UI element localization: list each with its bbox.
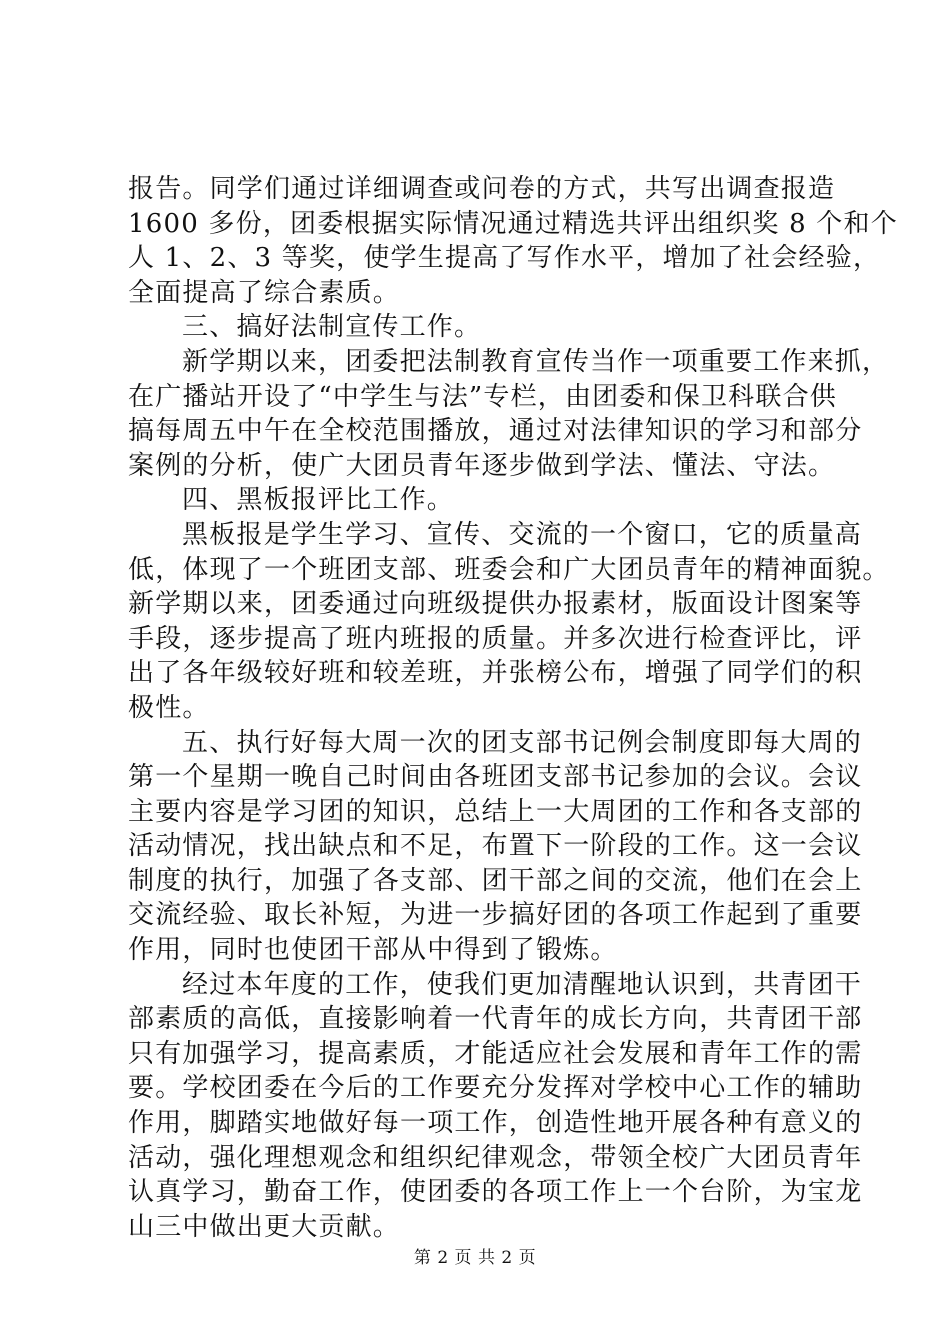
text-line: 低，体现了一个班团支部、班委会和广大团员青年的精神面貌。 bbox=[128, 554, 890, 585]
text-line: 山三中做出更大贡献。 bbox=[128, 1211, 401, 1242]
text-line: 只有加强学习，提高素质，才能适应社会发展和青年工作的需 bbox=[128, 1038, 863, 1069]
text-line: 第一个星期一晚自己时间由各班团支部书记参加的会议。会议 bbox=[128, 762, 863, 793]
text-line: 报告。同学们通过详细调查或问卷的方式，共写出调查报造 bbox=[128, 174, 836, 204]
text-line: 交流经验、取长补短，为进一步搞好团的各项工作起到了重要 bbox=[128, 900, 863, 931]
text-line: 新学期以来，团委把法制教育宣传当作一项重要工作来抓， bbox=[182, 346, 890, 377]
text-line: 黑板报是学生学习、宣传、交流的一个窗口，它的质量高 bbox=[182, 519, 863, 550]
section-heading: 五、执行好每大周一次的团支部书记例会制度即每大周的 bbox=[182, 727, 863, 758]
text-line: 极性。 bbox=[128, 692, 210, 723]
text-line: 作用，脚踏实地做好每一项工作，创造性地开展各种有意义的 bbox=[128, 1108, 863, 1139]
text-line: 出了各年级较好班和较差班，并张榜公布，增强了同学们的积 bbox=[128, 658, 863, 689]
text-line: 人 1、2、3 等奖，使学生提高了写作水平，增加了社会经验， bbox=[128, 243, 881, 274]
text-line: 全面提高了综合素质。 bbox=[128, 277, 401, 308]
text-line: 主要内容是学习团的知识，总结上一大周团的工作和各支部的 bbox=[128, 796, 863, 827]
text-line: 作用，同时也使团干部从中得到了锻炼。 bbox=[128, 935, 618, 966]
text-line: 新学期以来，团委通过向班级提供办报素材，版面设计图案等 bbox=[128, 589, 863, 620]
page-footer: 第 2 页 共 2 页 bbox=[413, 1248, 537, 1268]
text-line: 在广播站开设了“中学生与法”专栏，由团委和保卫科联合供 bbox=[128, 381, 837, 412]
text-line: 活动情况，找出缺点和不足，布置下一阶段的工作。这一会议 bbox=[128, 831, 863, 862]
text-line: 认真学习，勤奋工作，使团委的各项工作上一个台阶，为宝龙 bbox=[128, 1177, 863, 1208]
text-line: 搞每周五中午在全校范围播放，通过对法律知识的学习和部分 bbox=[128, 416, 863, 447]
text-line: 活动，强化理想观念和组织纪律观念，带领全校广大团员青年 bbox=[128, 1142, 863, 1173]
section-heading: 三、搞好法制宣传工作。 bbox=[182, 312, 482, 343]
text-line: 部素质的高低，直接影响着一代青年的成长方向，共青团干部 bbox=[128, 1004, 863, 1035]
text-line: 要。学校团委在今后的工作要充分发挥对学校中心工作的辅助 bbox=[128, 1073, 863, 1104]
text-line: 制度的执行，加强了各支部、团干部之间的交流，他们在会上 bbox=[128, 865, 863, 896]
document-body bbox=[128, 172, 898, 1244]
text-line: 1600 多份，团委根据实际情况通过精选共评出组织奖 8 个和个 bbox=[128, 208, 898, 239]
text-line: 手段，逐步提高了班内班报的质量。并多次进行检查评比，评 bbox=[128, 623, 863, 654]
text-line: 经过本年度的工作，使我们更加清醒地认识到，共青团干 bbox=[182, 969, 863, 1000]
text-line: 案例的分析，使广大团员青年逐步做到学法、懂法、守法。 bbox=[128, 450, 836, 481]
section-heading: 四、黑板报评比工作。 bbox=[182, 485, 455, 516]
